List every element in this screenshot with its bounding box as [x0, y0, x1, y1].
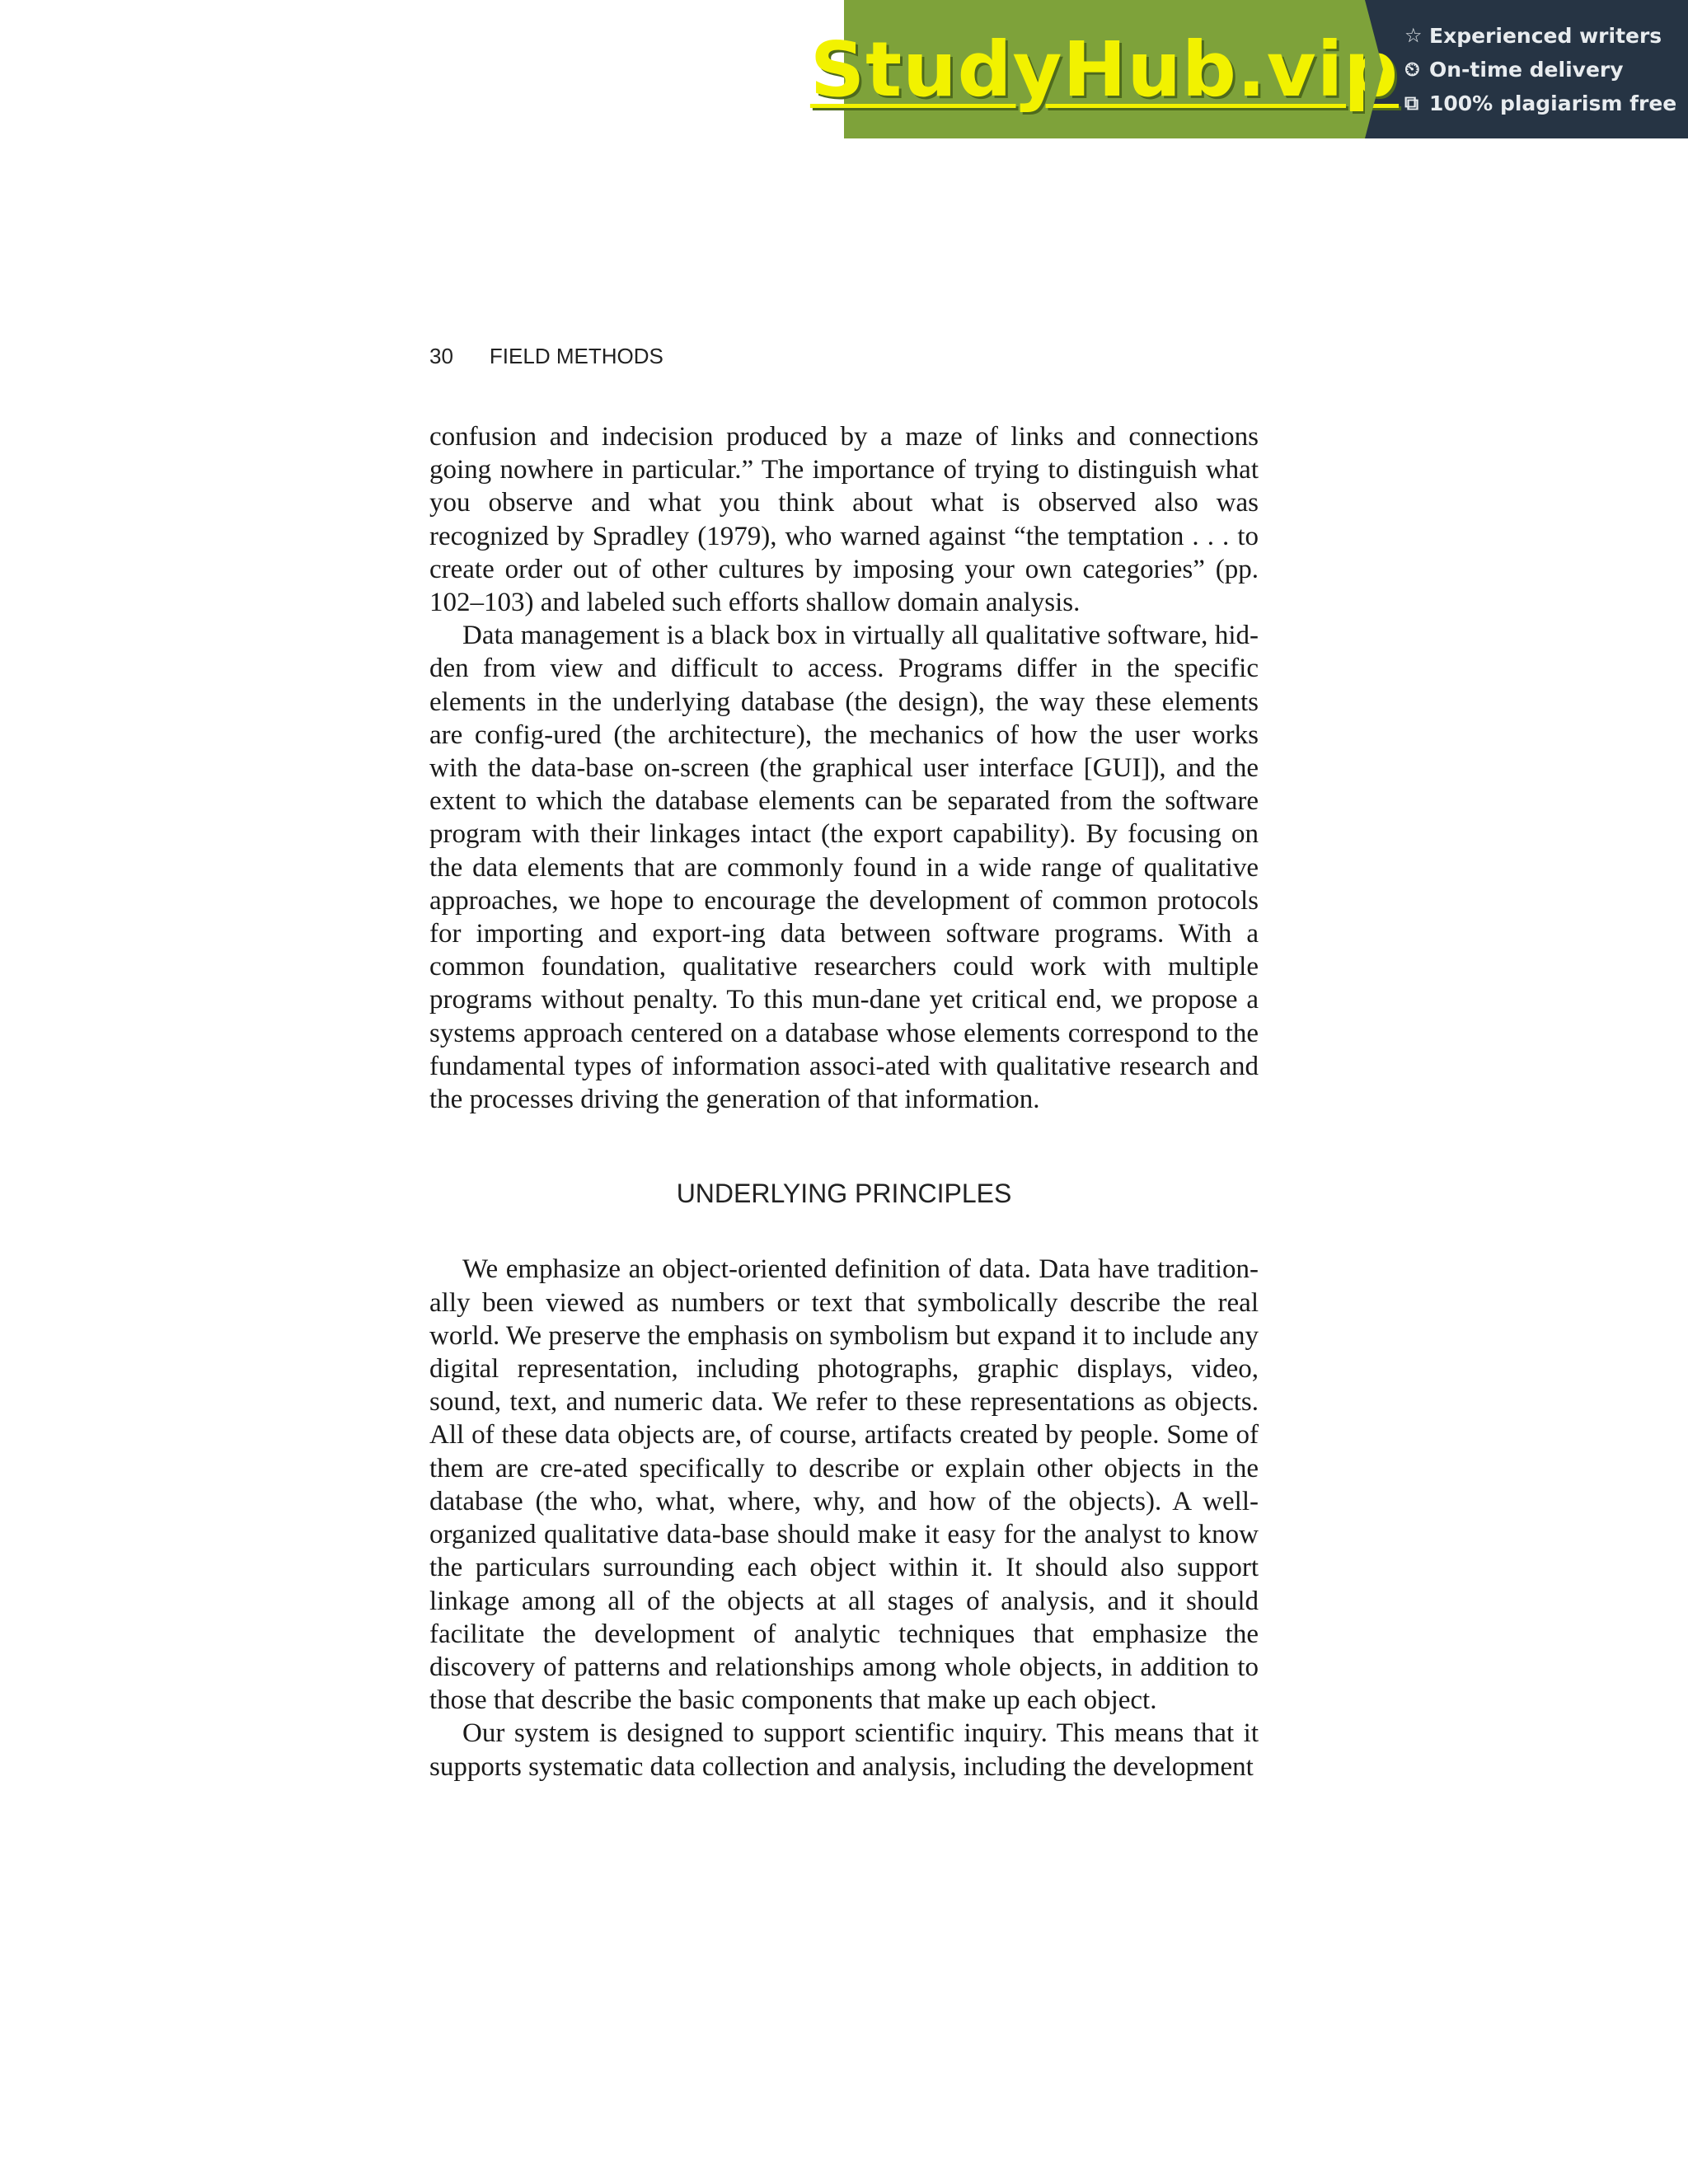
feature-plagiarism-free: [1404, 87, 1688, 120]
star-icon: ☆: [1404, 24, 1423, 47]
running-head: [429, 344, 663, 369]
section-heading: UNDERLYING PRINCIPLES: [676, 1179, 1012, 1209]
copy-icon: ⧉: [1404, 91, 1419, 115]
brand-panel[interactable]: [809, 0, 1400, 138]
clock-icon: ⏲: [1404, 58, 1420, 81]
paragraph-4: Our system is designed to support scientific inquiry. This means that it supports systematic data collection and analysis, including the development: [429, 1718, 1259, 1782]
feature-experienced-writers: [1404, 19, 1688, 53]
brand-logo[interactable]: StudyHub.vip: [809, 25, 1400, 114]
paragraph-1: confusion and indecision produced by a maze of links and connections going nowhere in particular.” The importance of trying to distinguish what you observe and what you think about what is observed also was recognized by Spradley (1979), who warned against “the temptation . . . to create order out of other cultures by imposing your own categories” (pp. 102–103) and labeled such efforts shallow domain analysis.: [429, 422, 1259, 618]
features-panel: [1365, 0, 1688, 138]
promo-banner[interactable]: [809, 0, 1688, 138]
journal-title: FIELD METHODS: [489, 344, 663, 368]
feature-label: On-time delivery: [1429, 57, 1624, 82]
paragraph-2: Data management is a black box in virtually all qualitative software, hid-den from view and difficult to access. Programs differ in the specific elements in the underlying database (the design), the way these elements are config-ured (the architecture), the mechanics of how the user works with the data-base on-screen (the graphical user interface [GUI]), and the extent to which the database elements can be separated from the software program with their linkages intact (the export capability). By focusing on the data elements that are commonly found in a wide range of qualitative approaches, we hope to encourage the development of common protocols for importing and export-ing data between software programs. With a common foundation, qualitative researchers could work with multiple programs without penalty. To this mun-dane yet critical end, we propose a systems approach centered on a database whose elements correspond to the fundamental types of information associ-ated with qualitative research and the processes driving the generation of that information.: [429, 621, 1259, 1115]
feature-on-time-delivery: [1404, 53, 1688, 87]
feature-label: Experienced writers: [1429, 23, 1662, 48]
feature-label: 100% plagiarism free: [1429, 91, 1677, 115]
paragraph-3: We emphasize an object-oriented definition of data. Data have tradition-ally been viewed as numbers or text that symbolically describe the real world. We preserve the emphasis on symbolism but expand it to include any digital representation, including photographs, graphic displays, video, sound, text, and numeric data. We refer to these representations as objects. All of these data objects are, of course, artifacts created by people. Some of them are cre-ated specifically to describe or explain other objects in the database (the who, what, where, why, and how of the objects). A well-organized qualitative data-base should make it easy for the analyst to know the particulars surrounding each object within it. It should also support linkage among all of the objects at all stages of analysis, and it should facilitate the development of analytic techniques that emphasize the discovery of patterns and relationships among whole objects, in addition to those that describe the basic components that make up each object.: [429, 1254, 1259, 1716]
article-body: [429, 420, 1259, 1783]
page-number: 30: [429, 344, 453, 368]
